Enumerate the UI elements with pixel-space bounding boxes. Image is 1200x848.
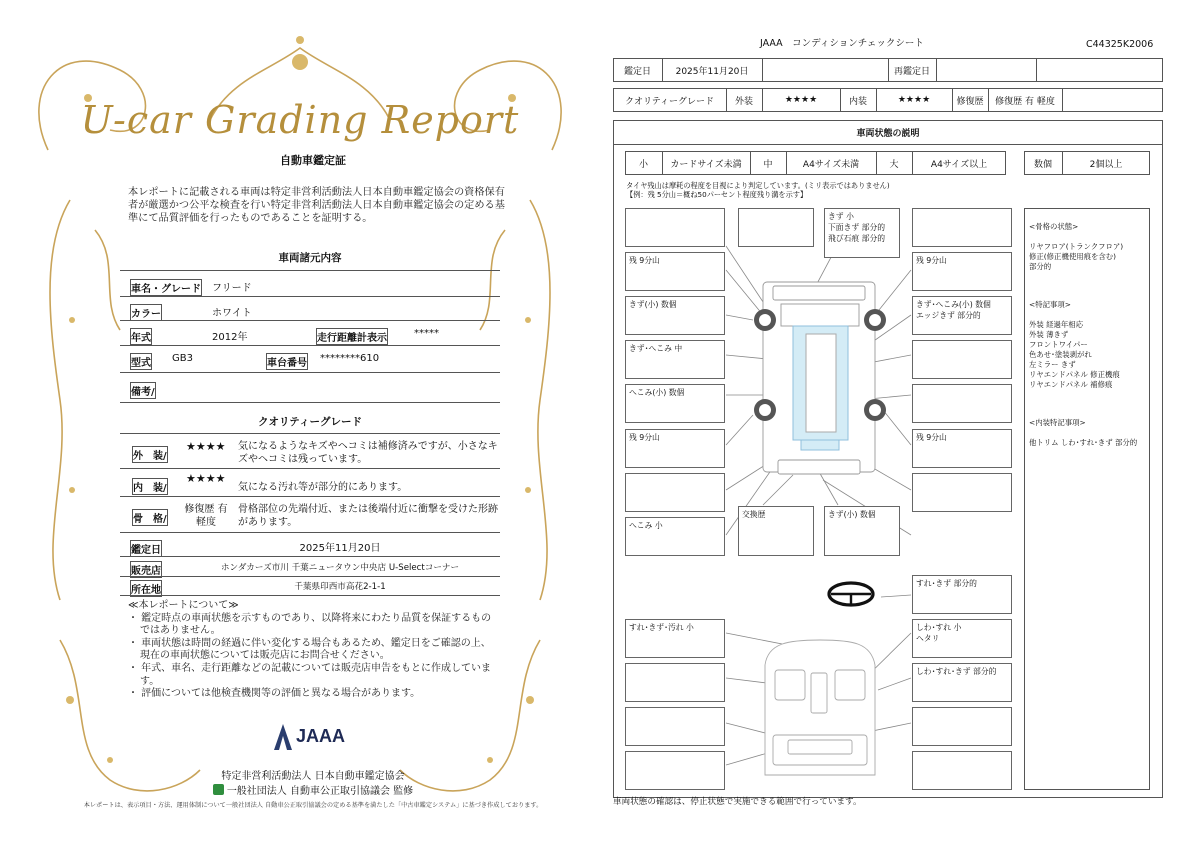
divider (120, 345, 500, 346)
interior-box-l3 (625, 707, 725, 746)
frame-text: 骨格部位の先端付近、または後端付近に衝撃を受けた形跡があります。 (238, 504, 498, 528)
legend-large-desc: A4サイズ以上 (930, 159, 988, 170)
interior-box-l4 (625, 751, 725, 790)
exterior-box-l5: へこみ(小) 数個 (625, 384, 725, 423)
report-note: ・ 鑑定時点の車両状態を示すものであり、以降将来にわたり品質を保証するものではありません。 (128, 612, 492, 637)
tire-example: 【例：残 5分山＝概ね50パーセント程度残り溝を示す】 (626, 190, 808, 199)
year-label: 年式 (130, 328, 152, 345)
exterior-box-r4 (912, 340, 1012, 379)
reinspection-label: 再鑑定日 (893, 66, 930, 77)
address-value: 千葉県印西市高花2-1-1 (294, 582, 386, 592)
divider (120, 270, 500, 271)
divider (120, 468, 500, 469)
exterior-box-l4: きず･へこみ 中 (625, 340, 725, 379)
exterior-box-l6: 残 9分山 (625, 429, 725, 468)
exterior-stars: ★★★★ (784, 95, 818, 105)
inspection-date-value: 2025年11月20日 (299, 543, 381, 554)
condition-section-title: 車両状態の説明 (856, 128, 920, 139)
interior-box-r5 (912, 751, 1012, 790)
color-value: ホワイト (212, 308, 252, 319)
quality-grade-label: クオリティーグレード (624, 96, 715, 107)
chassis-label: 車台番号 (266, 353, 308, 370)
frame-notes-title: <骨格の状態> (1029, 222, 1079, 231)
fair-trade-icon (213, 784, 224, 795)
exterior-box-bottom2: きず(小) 数個 (824, 506, 900, 556)
org-name: 特定非営利活動法人 日本自動車鑑定協会 (221, 771, 405, 782)
report-notes-title: ≪本レポートについて≫ (128, 600, 239, 611)
interior-label: 内 装/ (132, 478, 168, 495)
report-note: ・ 車両状態は時間の経過に伴い変化する場合もあるため、鑑定日をご確認の上、現在の車両状態については販売店にお問合せください。 (128, 637, 491, 662)
interior-box-r4 (912, 707, 1012, 746)
condition-notes (1024, 208, 1150, 790)
frame-notes: リヤフロア(トランクフロア) 修正(修正機使用痕を含む) 部分的 (1029, 242, 1124, 271)
divider (120, 556, 500, 557)
interior-box-l2 (625, 663, 725, 702)
divider (120, 320, 500, 321)
special-notes: 外装 経過年相応 外装 薄きず フロントワイパー 色あせ･塗装剥がれ 左ミラー きず リヤエンドパネル 修正機痕 リヤエンドパネル 補修痕 (1029, 320, 1120, 389)
certificate-intro: 本レポートに記載される車両は特定非営利活動法人日本自動車鑑定協会の資格保有者が厳選かつ公平な検査を行い特定非営利活動法人日本自動車鑑定協会の定める基準にて品質評価を行ったものであることを証明する。 (128, 187, 505, 224)
dealer-value: ホンダカーズ市川 千葉ニュータウン中央店 U-Selectコーナー (220, 563, 460, 573)
legend-small-desc: カードサイズ未満 (670, 159, 742, 170)
exterior-label: 外装 (734, 96, 753, 107)
chassis-value: ********610 (320, 353, 380, 364)
dealer-label: 販売店 (130, 561, 162, 578)
jaaa-logo-text: JAAA (296, 726, 346, 746)
inspection-date-label: 鑑定日 (130, 540, 162, 557)
exterior-box-l3: きず(小) 数個 (625, 296, 725, 335)
supervisor-org-text: 一般社団法人 自動車公正取引協議会 監修 (226, 786, 414, 797)
report-note: ・ 評価については他検査機関等の評価と異なる場合があります。 (128, 688, 421, 700)
interior-text: 気になる汚れ等が部分的にあります。 (238, 482, 408, 493)
certificate-subtitle: 自動車鑑定証 (280, 154, 346, 167)
interior-notes-title: <内装特記事項> (1029, 418, 1086, 427)
name-value: フリード (212, 283, 252, 294)
legend-mid-desc: A4サイズ未満 (802, 159, 860, 170)
exterior-box-l2: 残 9分山 (625, 252, 725, 291)
interior-stars: ★★★★ (186, 472, 226, 485)
exterior-box-r2: 残 9分山 (912, 252, 1012, 291)
certificate-title: U-car Grading Report (80, 98, 520, 142)
exterior-box-r5 (912, 384, 1012, 423)
interior-box-l1: すれ･きず･汚れ 小 (625, 619, 725, 658)
exterior-label: 外 装/ (132, 446, 168, 463)
divider (120, 402, 500, 403)
quality-heading: クオリティーグレード (258, 416, 362, 428)
exterior-stars: ★★★★ (186, 440, 226, 453)
interior-label: 内装 (848, 96, 867, 107)
frame-value: 修復歴 有 軽度 (184, 504, 228, 528)
interior-box-r2: しわ･すれ 小 ヘタリ (912, 619, 1012, 658)
sheet-code: C44325K2006 (1086, 39, 1154, 50)
exterior-box-r6: 残 9分山 (912, 429, 1012, 468)
supervisor-org (0, 782, 600, 797)
exterior-box-top2: きず 小 下面きず 部分的 飛び石痕 部分的 (824, 208, 900, 258)
exterior-box-r7 (912, 473, 1012, 512)
repair-history-label: 修復歴 (956, 96, 984, 107)
divider (120, 496, 500, 497)
interior-box-steering: すれ･きず 部分的 (912, 575, 1012, 614)
exterior-box-l1 (625, 208, 725, 247)
report-note: ・ 年式、車名、走行距離などの記載については販売店申告をもとに作成しています。 (128, 662, 491, 687)
jaaa-emblem-icon (272, 722, 294, 752)
exterior-box-r1 (912, 208, 1012, 247)
year-value: 2012年 (212, 332, 248, 343)
exterior-box-top1 (738, 208, 814, 247)
color-label: カラー (130, 304, 162, 321)
exterior-text: 気になるようなキズやヘコミは補修済みですが、小さなキズやヘコミは残っています。 (238, 441, 498, 465)
divider (120, 372, 500, 373)
exterior-box-l7 (625, 473, 725, 512)
divider (120, 532, 500, 533)
legend-large: 大 (889, 159, 899, 170)
legend-mid: 中 (763, 159, 773, 170)
exterior-box-r3: きず･へこみ(小) 数個 エッジきず 部分的 (912, 296, 1012, 335)
repair-history-value: 修復歴 有 軽度 (995, 96, 1055, 107)
spec-heading: 車両諸元内容 (278, 252, 342, 264)
legend-small: 小 (638, 159, 648, 170)
divider (120, 595, 500, 596)
model-label: 型式 (130, 353, 152, 370)
divider (120, 576, 500, 577)
divider (120, 433, 500, 434)
date-label: 鑑定日 (623, 66, 651, 77)
fine-print: 本レポートは、表示項目・方法、運用体制について一般社団法人 自動車公正取引協議会の定める基準を満たした「中古車鑑定システム」に基づき作成しております。 (83, 802, 543, 809)
special-notes-title: <特記事項> (1029, 300, 1071, 309)
legend-count-desc: 2個以上 (1089, 159, 1123, 170)
tire-note: タイヤ残山は摩耗の程度を目視により判定しています。(ミリ表示ではありません) (626, 181, 890, 190)
interior-stars: ★★★★ (897, 95, 931, 105)
sheet-title: JAAA コンディションチェックシート (760, 38, 924, 49)
jaaa-logo (272, 722, 362, 754)
model-value: GB3 (172, 353, 193, 364)
exterior-box-bottom1: 交換歴 (738, 506, 814, 556)
divider (120, 296, 500, 297)
mileage-label: 走行距離計表示 (316, 328, 388, 345)
sheet-footer: 車両状態の確認は、停止状態で実施できる範囲で行っています。 (613, 797, 862, 807)
date-value: 2025年11月20日 (675, 66, 749, 77)
name-label: 車名・グレード (130, 279, 202, 296)
interior-box-r3: しわ･すれ･きず 部分的 (912, 663, 1012, 702)
report-notes (128, 600, 500, 701)
legend-count: 数個 (1033, 159, 1052, 170)
interior-notes: 他トリム しわ･すれ･きず 部分的 (1029, 438, 1138, 447)
remarks-label: 備考/ (130, 382, 156, 399)
exterior-box-l8: へこみ 小 (625, 517, 725, 556)
frame-label: 骨 格/ (132, 509, 168, 526)
address-label: 所在地 (130, 580, 162, 597)
mileage-value: ***** (414, 328, 439, 339)
